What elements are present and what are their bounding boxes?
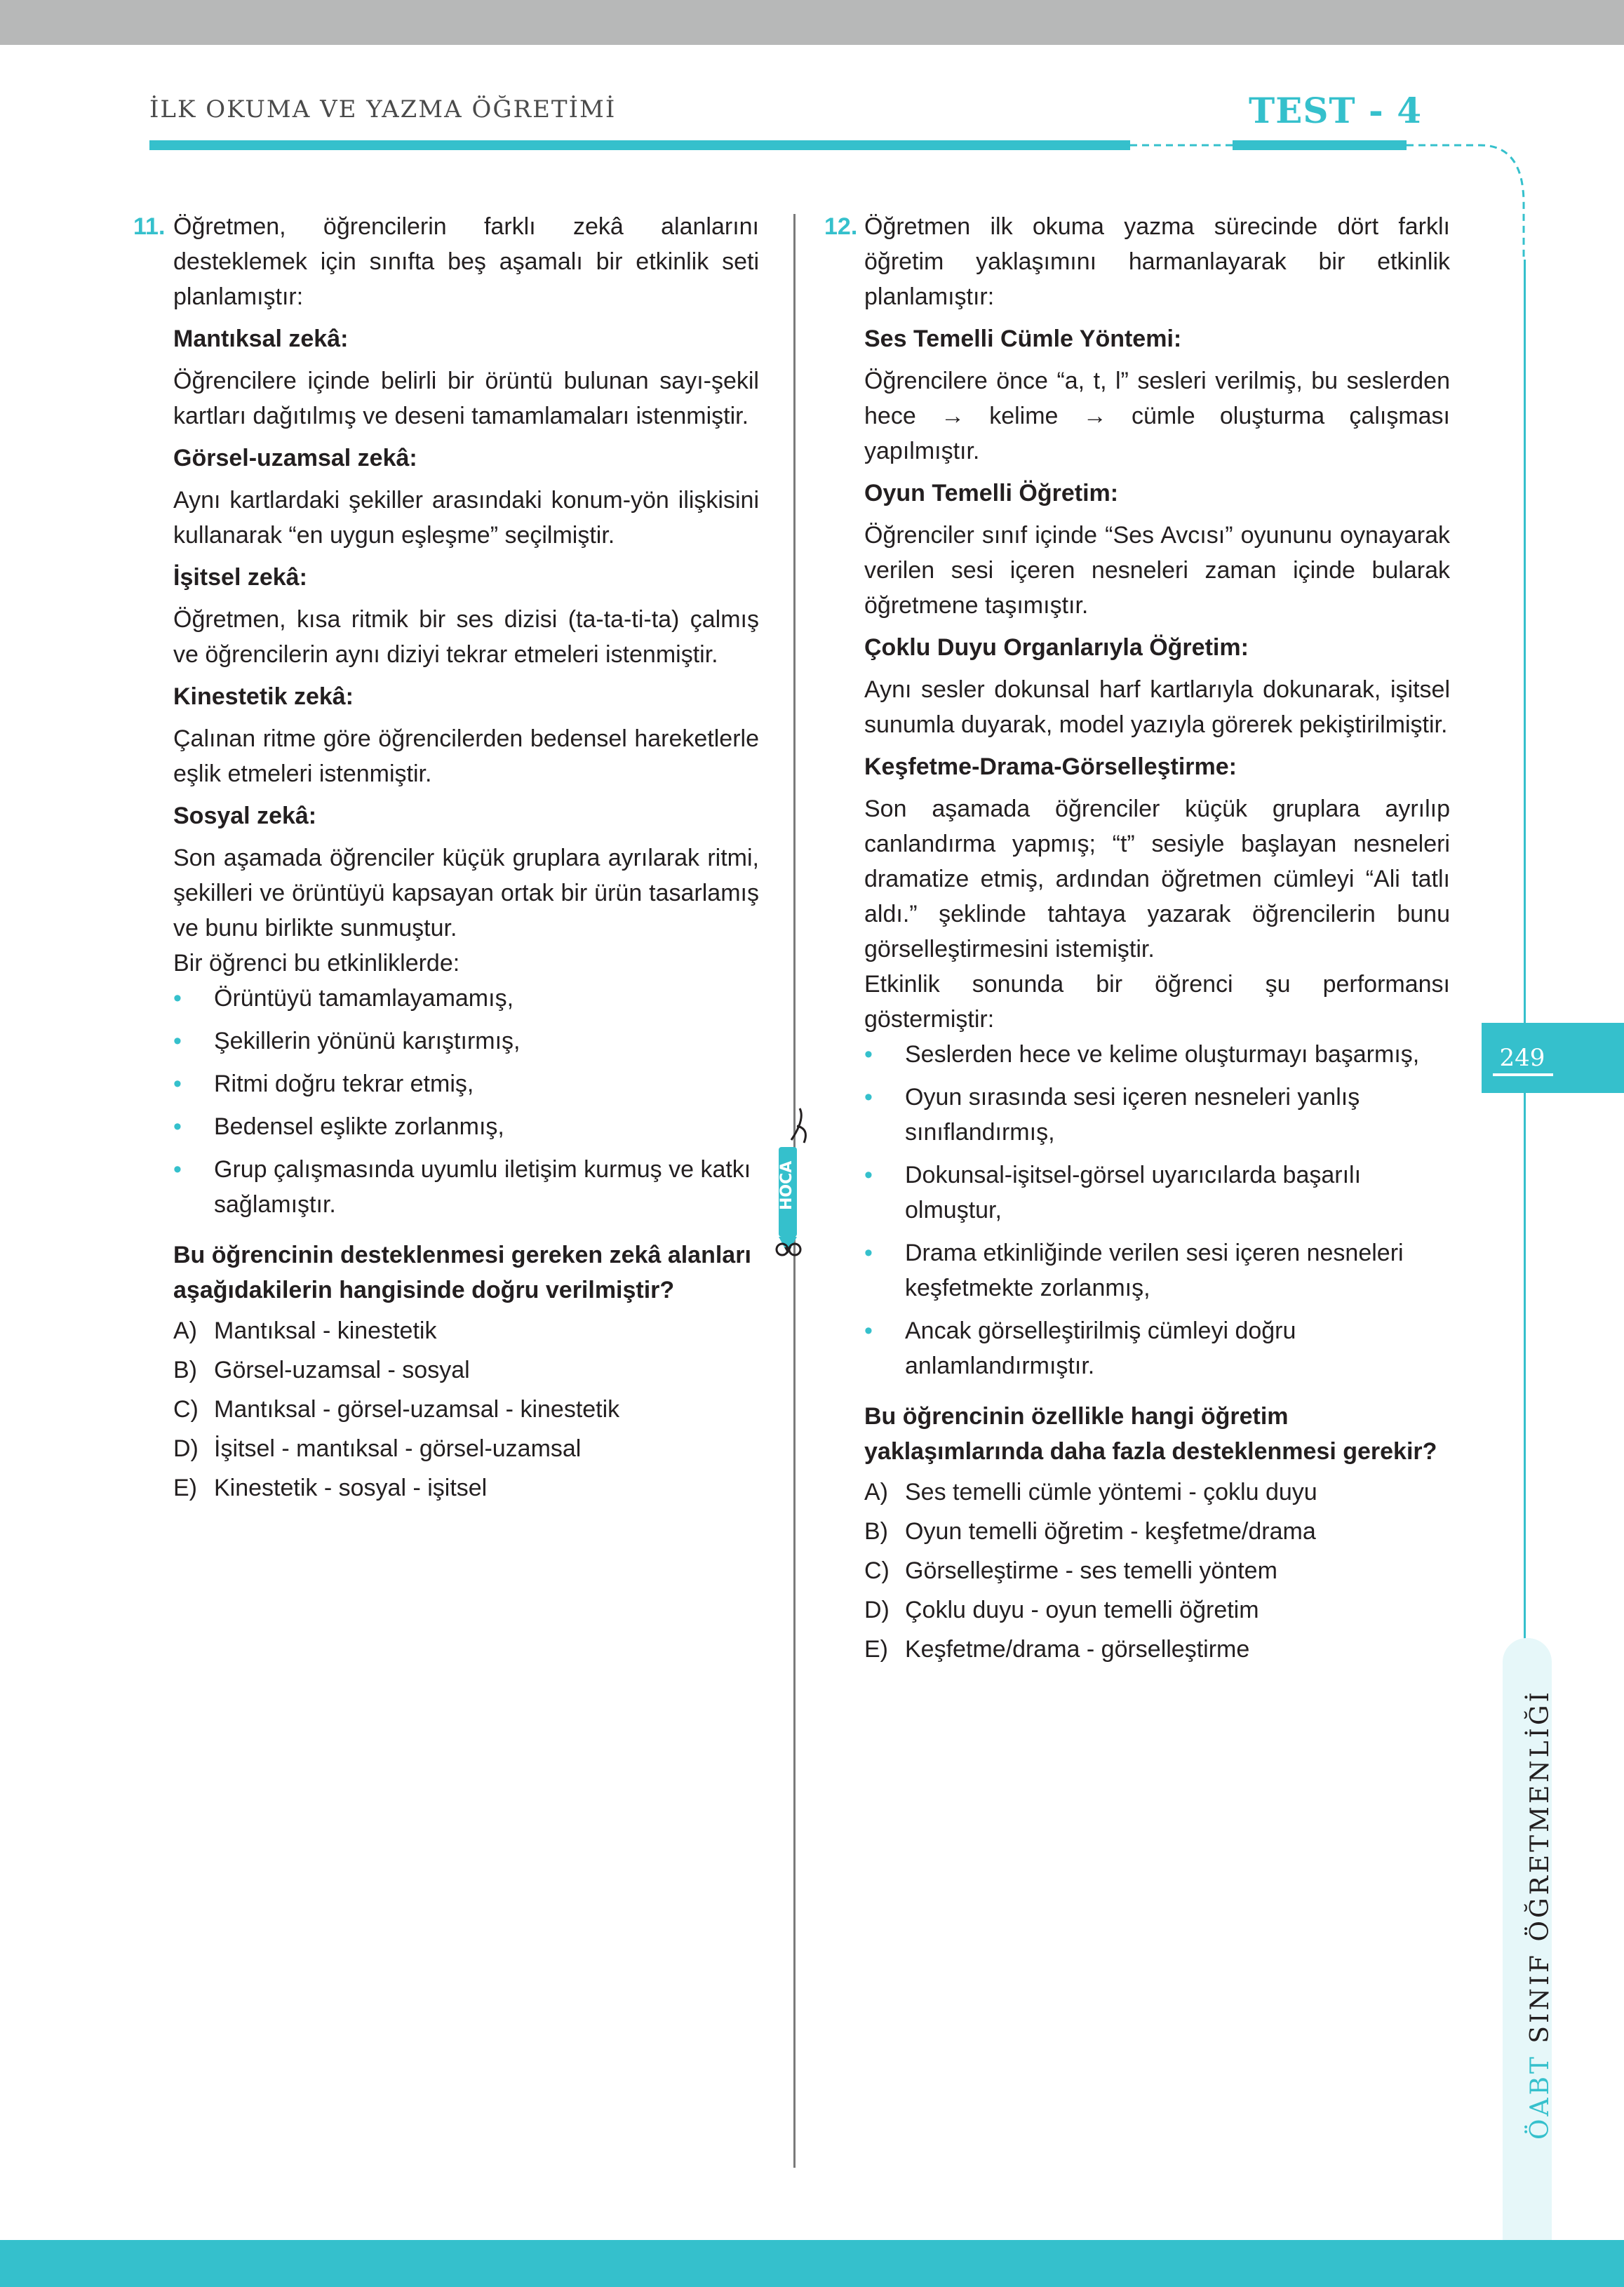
side-label: ÖABT SINIF ÖĞRETMENLİĞİ [1526,1689,1555,2140]
page-number-underline [1493,1073,1553,1076]
section-heading: Oyun Temelli Öğretim: [864,480,1119,507]
test-label: TEST - 4 [1249,90,1422,131]
bullet-icon: • [173,1028,182,1054]
list-item: • Oyun sırasında sesi içeren nesneleri yanlış sınıflandırmış, [864,1080,1450,1150]
section-text: Aynı kartlardaki şekiller arasındaki konum-yön ilişkisini kullanarak “en uygun eşleşme” seçilmiştir. [173,487,759,549]
question-intro-text: Öğretmen ilk okuma yazma sürecinde dört farklı öğretim yaklaşımını harmanlayarak bir etkinlik planlamıştır: [864,213,1450,310]
question-intro [133,209,759,314]
question-intro [824,209,1450,314]
lead-text: Etkinlik sonunda bir öğrenci şu performansı göstermiştir: [864,971,1450,1033]
section-heading: Sosyal zekâ: [173,803,317,829]
list-item: • Örüntüyü tamamlayamamış, [173,981,759,1016]
question-stem: Bu öğrencinin özellikle hangi öğretim yaklaşımlarında daha fazla desteklenmesi gerekir? [864,1403,1437,1465]
section-text: Öğrencilere içinde belirli bir örüntü bulunan sayı-şekil kartları dağıtılmış ve deseni tamamlamaları istenmiştir. [173,368,759,429]
answer-options [133,1313,759,1505]
section-text: Son aşamada öğrenciler küçük gruplara ayrılıp canlandırma yapmış; “t” sesiyle başlayan nesneleri dramatize etmiş, ardından öğretmen cümleyi “Ali tatlı aldı.” şeklinde tahtaya yazarak öğrencilerin bunu görselleştirmesini istemiştir. [864,796,1450,963]
question-intro-text: Öğretmen, öğrencilerin farklı zekâ alanlarını desteklemek için sınıfta beş aşamalı bir etkinlik seti planlamıştır: [173,213,759,310]
answer-option-d[interactable]: D) İşitsel - mantıksal - görsel-uzamsal [173,1435,582,1462]
answer-option-a[interactable]: A) Mantıksal - kinestetik [173,1317,437,1344]
answer-option-e[interactable]: E) Kinestetik - sosyal - işitsel [173,1475,488,1501]
answer-option-c[interactable]: C) Görselleştirme - ses temelli yöntem [864,1557,1277,1584]
bullet-icon: • [173,1071,182,1097]
question-number: 12. [824,213,858,240]
section-text: Öğretmen, kısa ritmik bir ses dizisi (ta-ta-ti-ta) çalmış ve öğrencilerin aynı diziyi tekrar etmeleri istenmiştir. [173,606,759,668]
question-stem: Bu öğrencinin desteklenmesi gereken zekâ alanları aşağıdakilerin hangisinde doğru verilmiştir? [173,1242,751,1303]
section-heading: Çoklu Duyu Organlarıyla Öğretim: [864,634,1249,661]
bottom-bar [0,2240,1624,2287]
bullet-icon: • [864,1240,873,1266]
section-heading: Kinestetik zekâ: [173,683,354,710]
answer-option-d[interactable]: D) Çoklu duyu - oyun temelli öğretim [864,1597,1259,1623]
section-text: Aynı sesler dokunsal harf kartlarıyla dokunarak, işitsel sunumla duyarak, model yazıyla görerek pekiştirilmiştir. [864,676,1450,738]
hoca-kafasi-logo [763,1105,819,1273]
list-item: • Drama etkinliğinde verilen sesi içeren nesneleri keşfetmekte zorlanmış, [864,1235,1450,1306]
list-item: • Grup çalışmasında uyumlu iletişim kurmuş ve katkı sağlamıştır. [173,1152,759,1222]
list-item: • Bedensel eşlikte zorlanmış, [173,1109,759,1144]
section-heading: Keşfetme-Drama-Görselleştirme: [864,753,1237,780]
answer-options [824,1475,1450,1667]
question-12 [824,209,1450,1671]
question-11 [133,209,759,1510]
bullet-icon: • [864,1317,873,1344]
list-item: • Dokunsal-işitsel-görsel uyarıcılarda başarılı olmuştur, [864,1158,1450,1228]
answer-option-b[interactable]: B) Oyun temelli öğretim - keşfetme/drama [864,1518,1316,1545]
bullet-list [133,981,759,1222]
list-item: • Ancak görselleştirilmiş cümleyi doğru anlamlandırmıştır. [864,1313,1450,1383]
list-item: • Seslerden hece ve kelime oluşturmayı başarmış, [864,1037,1450,1072]
section-heading: Görsel-uzamsal zekâ: [173,445,417,471]
section-text: Son aşamada öğrenciler küçük gruplara ayrılarak ritmi, şekilleri ve örüntüyü kapsayan ortak bir ürün tasarlamış ve bunu birlikte sunmuştur. [173,845,759,941]
book-section-title: İLK OKUMA VE YAZMA ÖĞRETİMİ [149,95,617,123]
list-item: • Ritmi doğru tekrar etmiş, [173,1066,759,1101]
section-text: Öğrenciler sınıf içinde “Ses Avcısı” oyununu oynayarak verilen sesi içeren nesneleri zaman içinde bularak öğretmene taşımıştır. [864,522,1450,619]
bullet-icon: • [173,1156,182,1183]
section-heading: Ses Temelli Cümle Yöntemi: [864,326,1182,352]
bullet-icon: • [864,1162,873,1188]
bullet-icon: • [864,1041,873,1068]
section-heading: Mantıksal zekâ: [173,326,349,352]
answer-option-c[interactable]: C) Mantıksal - görsel-uzamsal - kinestetik [173,1396,620,1423]
svg-text:HOCA: HOCA [778,1160,796,1210]
bullet-icon: • [173,985,182,1012]
page-number: 249 [1499,1044,1545,1072]
answer-option-e[interactable]: E) Keşfetme/drama - görselleştirme [864,1636,1250,1663]
section-heading: İşitsel zekâ: [173,564,307,591]
question-number: 11. [133,213,166,240]
bullet-icon: • [173,1113,182,1140]
answer-option-b[interactable]: B) Görsel-uzamsal - sosyal [173,1357,470,1383]
section-text: Çalınan ritme göre öğrencilerden bedensel hareketlerle eşlik etmeleri istenmiştir. [173,725,759,787]
section-text: Öğrencilere önce “a, t, l” sesleri verilmiş, bu seslerden hece → kelime → cümle oluşturma çalışması yapılmıştır. [864,368,1450,464]
list-item: • Şekillerin yönünü karıştırmış, [173,1024,759,1059]
margin-line [1524,260,1526,1719]
answer-option-a[interactable]: A) Ses temelli cümle yöntemi - çoklu duyu [864,1479,1317,1505]
bullet-icon: • [864,1084,873,1111]
bullet-list [824,1037,1450,1383]
lead-text: Bir öğrenci bu etkinliklerde: [173,950,460,977]
